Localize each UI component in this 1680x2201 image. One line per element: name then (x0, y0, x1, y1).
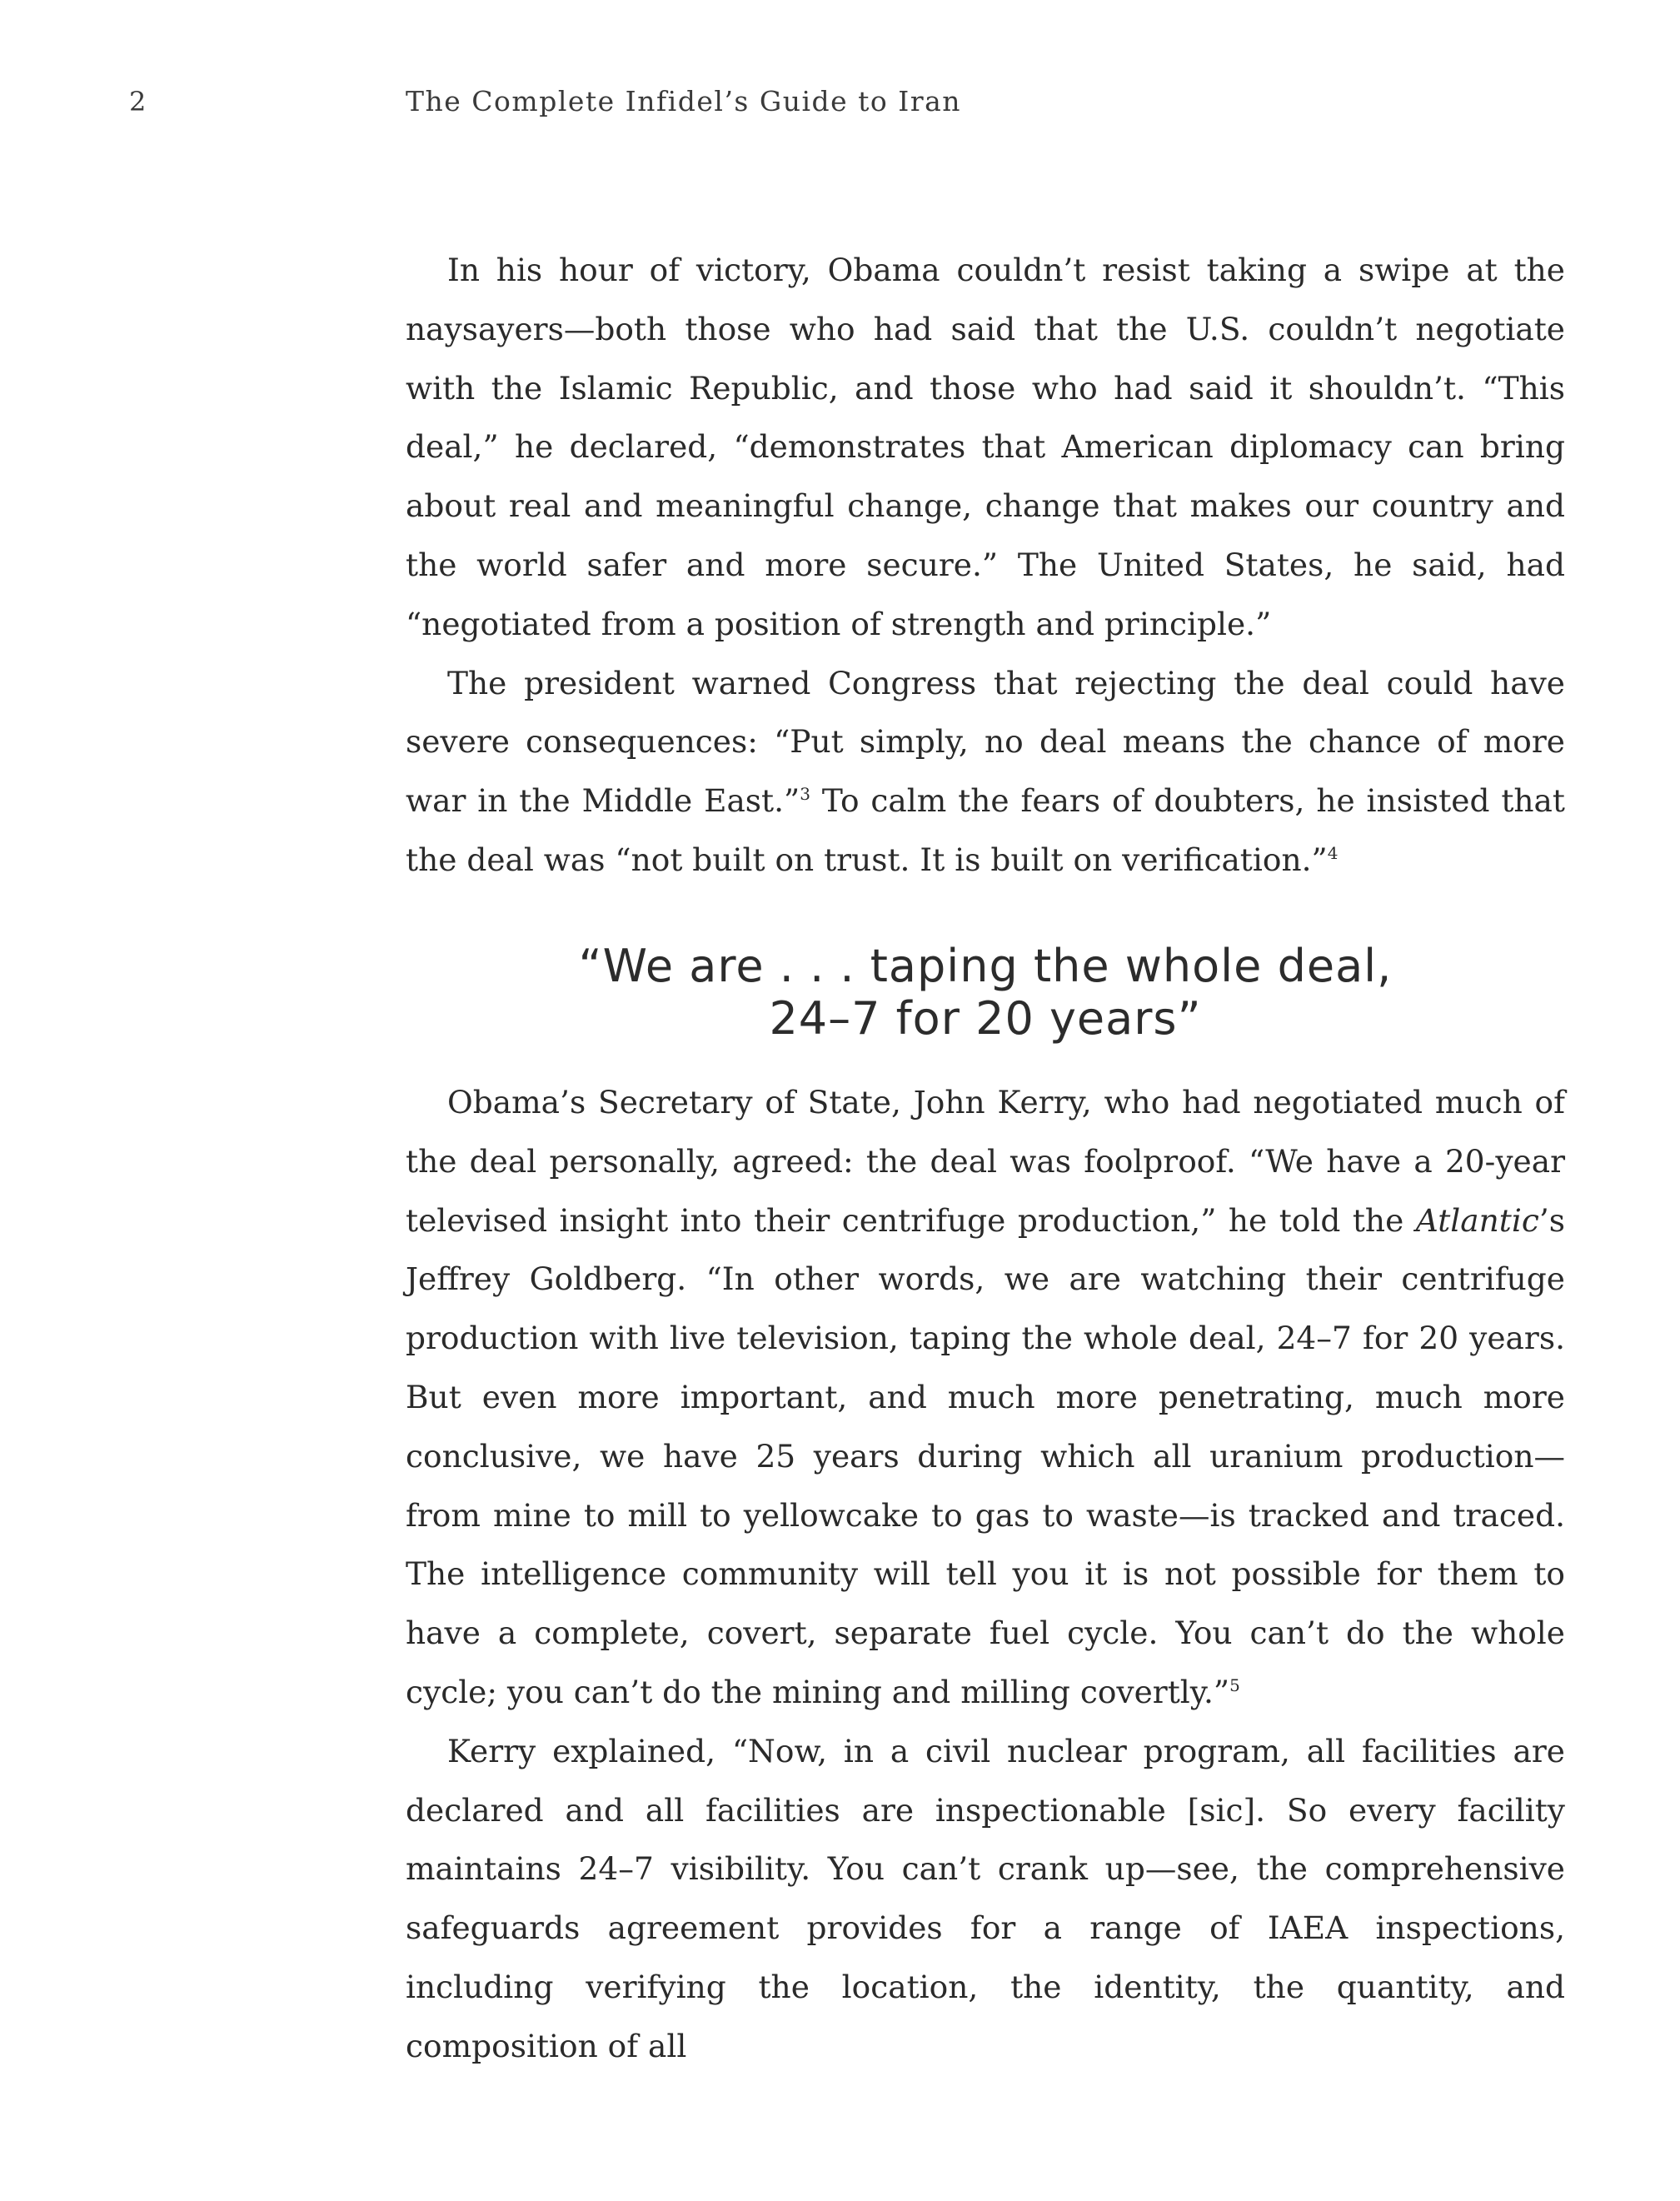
body-text-section-1 (406, 241, 1565, 890)
section-heading-line: 24–7 for 20 years” (769, 992, 1202, 1045)
running-head: The Complete Infidel’s Guide to Iran (406, 85, 962, 117)
section-heading (406, 940, 1565, 1045)
paragraph-text: The president warned Congress that rejecting the deal could have severe consequences: “Put simply, no deal means the chance of more war in the Middle East.” (406, 664, 1565, 820)
footnote-marker: 5 (1229, 1674, 1240, 1695)
paragraph-text: Obama’s Secretary of State, John Kerry, who had negotiated much of the deal personally, agreed: the deal was foolproof. “We have a 20-year televised insight into their centrifuge production,” he told the (406, 1084, 1565, 1239)
paragraph: Kerry explained, “Now, in a civil nuclear program, all facilities are declared and all facilities are inspectionable [sic]. So every facility maintains 24–7 visibility. You can’t crank up—see, the comprehensive safeguards agreement provides for a range of IAEA inspections, including verifying the location, the identity, the quantity, and composition of all (406, 1732, 1565, 2064)
section-heading-line: “We are . . . taping the whole deal, (578, 940, 1393, 992)
publication-title: Atlantic (1415, 1201, 1539, 1239)
page-number: 2 (129, 86, 147, 117)
footnote-marker: 3 (800, 784, 810, 805)
paragraph: In his hour of victory, Obama couldn’t resist taking a swipe at the naysayers—both those who had said that the U.S. couldn’t negotiate with the Islamic Republic, and those who had said it shouldn’t. “This deal,” he declared, “demonstrates that American diplomacy can bring about real and meaningful change, change that makes our country and the world safer and more secure.” The United States, he said, had “negotiated from a position of strength and principle.” (406, 252, 1565, 642)
paragraph (406, 654, 1565, 890)
paragraph (406, 1073, 1565, 1722)
body-text-section-2 (406, 1073, 1565, 2076)
paragraph-text: ’s Jeffrey Goldberg. “In other words, we are watching their centrifuge production with live television, taping the whole deal, 24–7 for 20 years. But even more important, and much more penetrating, much more conclusive, we have 25 years during which all uranium production—from mine to mill to yellowcake to gas to waste—is tracked and traced. The intelligence community will tell you it is not possible for them to have a complete, covert, separate fuel cycle. You can’t do the whole cycle; you can’t do the mining and milling covertly.” (406, 1201, 1565, 1710)
paragraph-text: To calm the fears of doubters, he insisted that the deal was “not built on trust. It is built on verification.” (406, 782, 1565, 878)
footnote-marker: 4 (1327, 842, 1339, 863)
